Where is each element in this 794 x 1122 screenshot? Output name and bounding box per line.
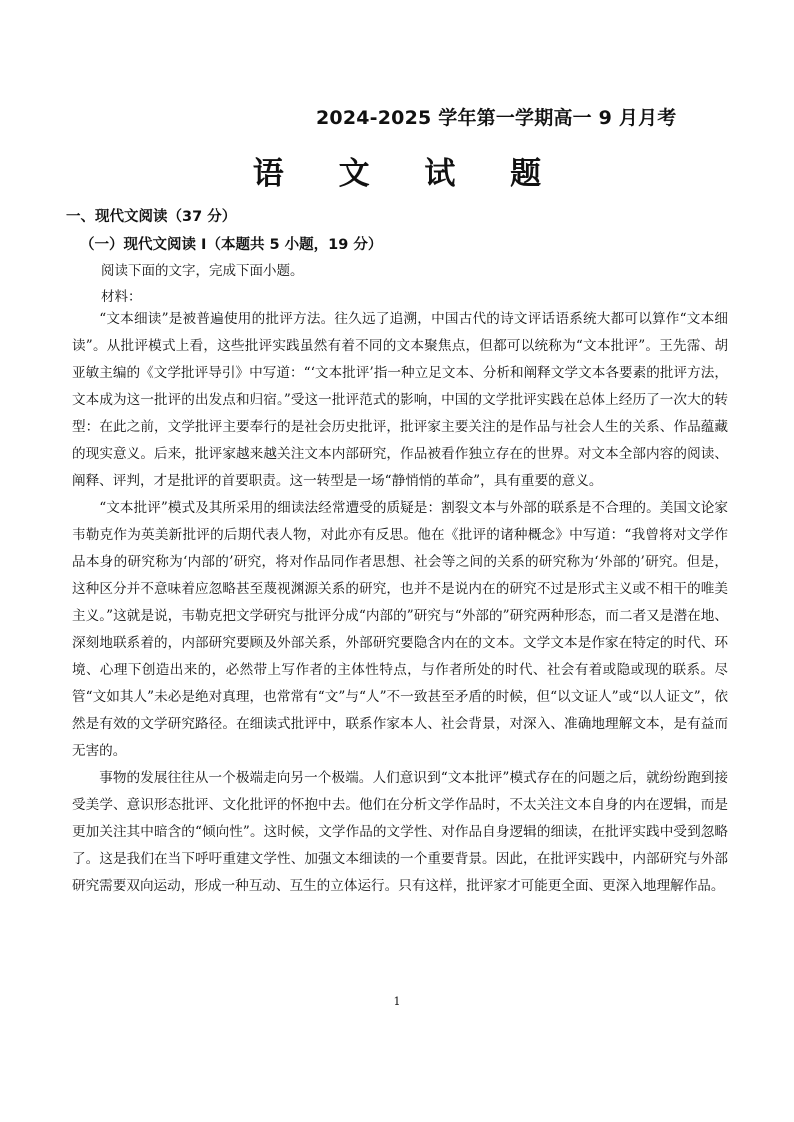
passage-paragraph: “文本批评”模式及其所采用的细读法经常遭受的质疑是：割裂文本与外部的联系是不合理的。美国文论家韦勒克作为英美新批评的后期代表人物，对此亦有反思。他在《批评的诸种概念》中写道：“我曾将对文学作品本身的研究称为‘内部的’研究，将对作品同作者思想、社会等之间的关系的研究称为‘外部的’研究。但是，这种区分并不意味着应忽略甚至蔑视渊源关系的研究，也并不是说内在的研究不过是形式主义或不相干的唯美主义。”这就是说，韦勒克把文学研究与批评分成“内部的”研究与“外部的”研究两种形态，而二者又是潜在地、深刻地联系着的，内部研究要顾及外部关系，外部研究要隐含内在的文本。文学文本是作家在特定的时代、环境、心理下创造出来的，必然带上写作者的主体性特点，与作者所处的时代、社会有着或隐或现的联系。尽管“文如其人”未必是绝对真理，也常常有“文”与“人”不一致甚至矛盾的时候，但“以文证人”或“以人证文”，依然是有效的文学研究路径。在细读式批评中，联系作家本人、社会背景，对深入、准确地理解文本，是有益而无害的。 (72, 500, 728, 759)
reading-passage (72, 306, 728, 900)
exam-name: 2024-2025 学年第一学期高一 9 月月考 (316, 107, 677, 129)
material-label: 材料： (101, 289, 142, 305)
reading-instruction: 阅读下面的文字，完成下面小题。 (101, 263, 304, 279)
passage-paragraph: “文本细读”是被普遍使用的批评方法。往久远了追溯，中国古代的诗文评话语系统大都可以算作“文本细读”。从批评模式上看，这些批评实践虽然有着不同的文本聚焦点，但都可以统称为“文本批评”。王先霈、胡亚敏主编的《文学批评导引》中写道：“‘文本批评’指一种立足文本、分析和阐释文学文本各要素的批评方法，文本成为这一批评的出发点和归宿。”受这一批评范式的影响，中国的文学批评实践在总体上经历了一次大的转型：在此之前，文学批评主要奉行的是社会历史批评，批评家主要关注的是作品与社会人生的关系、作品蕴藏的现实意义。后来，批评家越来越关注文本内部研究，作品被看作独立存在的世界。对文本全部内容的阅读、阐释、评判，才是批评的首要职责。这一转型是一场“静悄悄的革命”，具有重要的意义。 (72, 311, 728, 489)
page-number: 1 (393, 995, 401, 1008)
subsection-heading: （一）现代文阅读 I（本题共 5 小题，19 分） (80, 237, 383, 253)
subject-title: 语 文 试 题 (252, 156, 564, 192)
section-heading: 一、现代文阅读（37 分） (66, 209, 237, 225)
passage-paragraph: 事物的发展往往从一个极端走向另一个极端。人们意识到“文本批评”模式存在的问题之后，就纷纷跑到接受美学、意识形态批评、文化批评的怀抱中去。他们在分析文学作品时，不太关注文本自身的内在逻辑，而是更加关注其中暗含的“倾向性”。这时候，文学作品的文学性、对作品自身逻辑的细读，在批评实践中受到忽略了。这是我们在当下呼吁重建文学性、加强文本细读的一个重要背景。因此，在批评实践中，内部研究与外部研究需要双向运动，形成一种互动、互生的立体运行。只有这样，批评家才可能更全面、更深入地理解作品。 (72, 770, 728, 894)
